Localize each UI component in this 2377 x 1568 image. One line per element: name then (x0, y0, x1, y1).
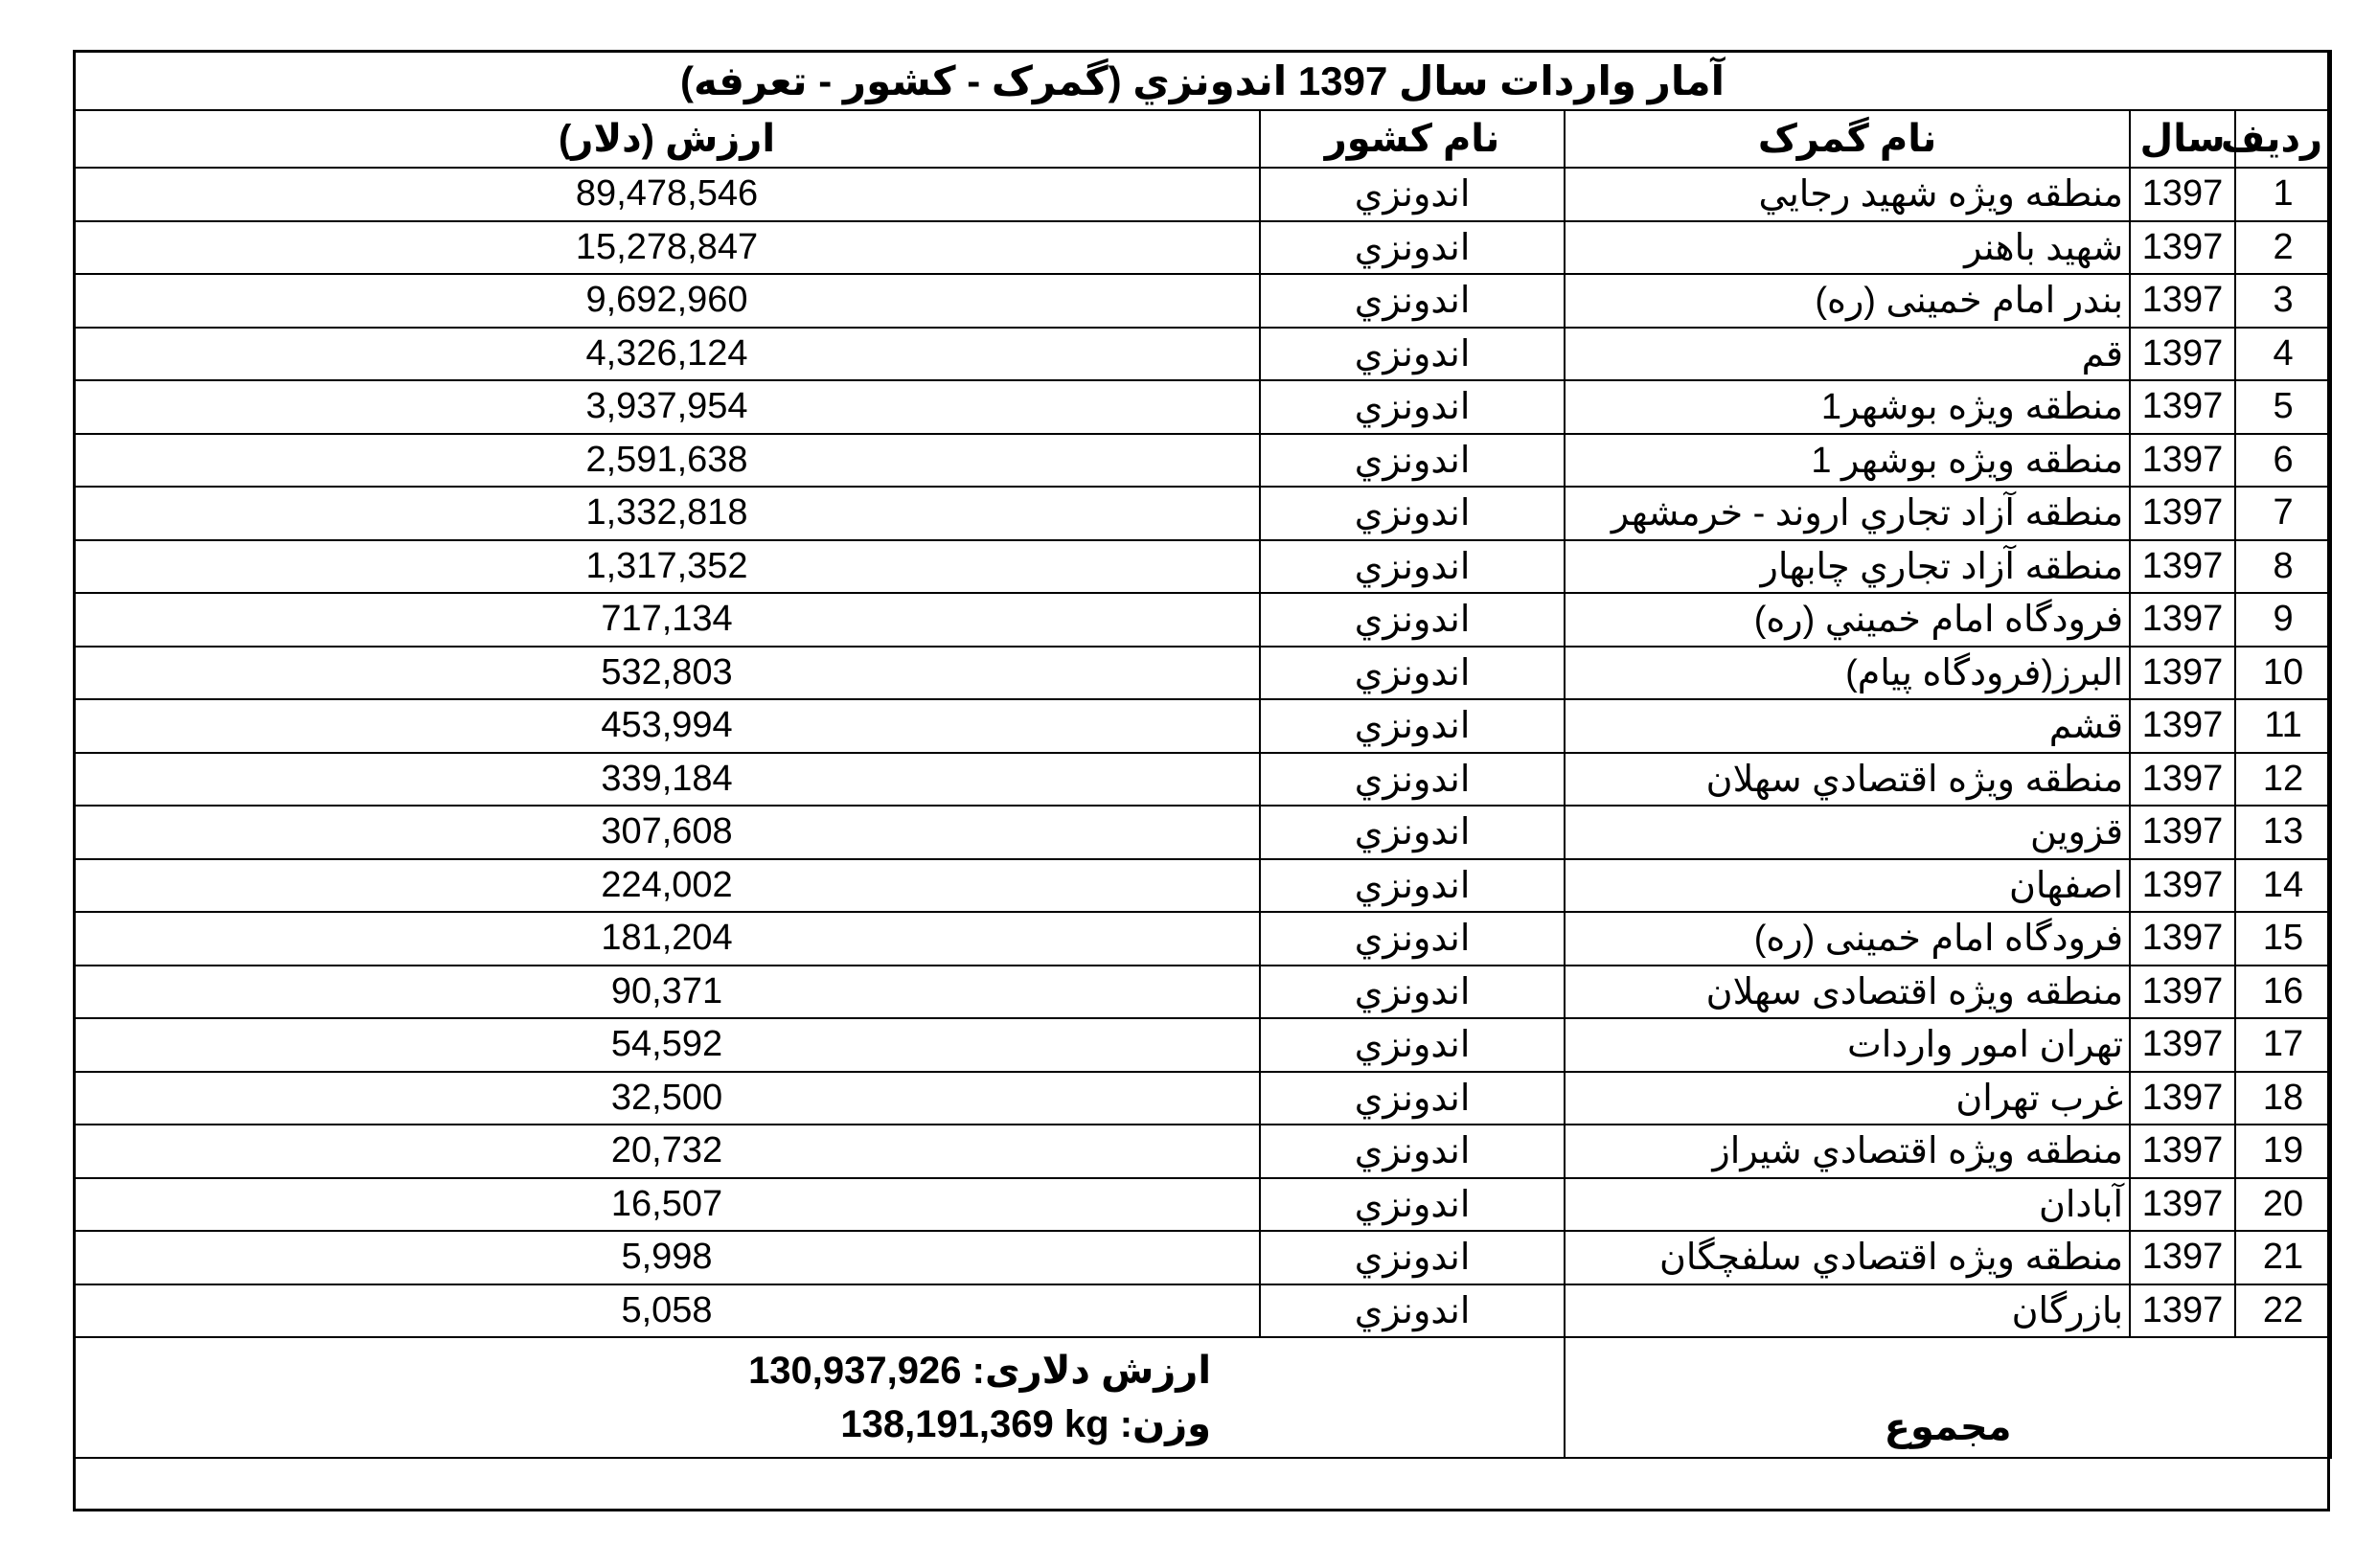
header-value-dollars: ارزش (دلار) (74, 110, 1260, 168)
cell-year: 1397 (2130, 1072, 2235, 1125)
table-row (74, 328, 2331, 381)
cell-row-number: 21 (2235, 1231, 2331, 1284)
total-weight-line (82, 1398, 1556, 1451)
cell-row-number: 14 (2235, 859, 2331, 913)
header-row (74, 110, 2331, 168)
cell-customs-name: آبادان (1565, 1178, 2130, 1232)
cell-year: 1397 (2130, 168, 2235, 221)
cell-row-number: 16 (2235, 966, 2331, 1019)
cell-country-name: اندونزي (1260, 1072, 1565, 1125)
cell-value-dollars: 5,998 (74, 1231, 1260, 1284)
cell-year: 1397 (2130, 699, 2235, 753)
cell-value-dollars: 339,184 (74, 753, 1260, 807)
total-row (74, 1337, 2331, 1458)
cell-value-dollars: 4,326,124 (74, 328, 1260, 381)
cell-country-name: اندونزي (1260, 647, 1565, 700)
header-customs-name: نام گمرک (1565, 110, 2130, 168)
cell-customs-name: شهيد باهنر (1565, 221, 2130, 275)
table-row (74, 1018, 2331, 1072)
cell-row-number: 7 (2235, 487, 2331, 540)
table-title: آمار واردات سال 1397 اندونزي (گمرک - کشور - تعرفه) (74, 51, 2331, 110)
cell-country-name: اندونزي (1260, 380, 1565, 434)
table-row (74, 912, 2331, 966)
cell-country-name: اندونزي (1260, 912, 1565, 966)
cell-row-number: 3 (2235, 274, 2331, 328)
cell-country-name: اندونزي (1260, 753, 1565, 807)
cell-value-dollars: 15,278,847 (74, 221, 1260, 275)
header-year: سال (2130, 110, 2235, 168)
cell-value-dollars: 9,692,960 (74, 274, 1260, 328)
cell-value-dollars: 20,732 (74, 1125, 1260, 1178)
table-row (74, 859, 2331, 913)
table-row (74, 1125, 2331, 1178)
cell-row-number: 10 (2235, 647, 2331, 700)
cell-country-name: اندونزي (1260, 168, 1565, 221)
cell-country-name: اندونزي (1260, 699, 1565, 753)
cell-row-number: 22 (2235, 1284, 2331, 1338)
cell-customs-name: قشم (1565, 699, 2130, 753)
cell-country-name: اندونزي (1260, 966, 1565, 1019)
cell-customs-name: بازرگان (1565, 1284, 2130, 1338)
cell-value-dollars: 181,204 (74, 912, 1260, 966)
cell-customs-name: منطقه ويژه شهيد رجايي (1565, 168, 2130, 221)
table-row (74, 753, 2331, 807)
cell-customs-name: منطقه ويژه اقتصادي سلفچگان (1565, 1231, 2130, 1284)
cell-row-number: 9 (2235, 593, 2331, 647)
cell-row-number: 8 (2235, 540, 2331, 594)
cell-country-name: اندونزي (1260, 434, 1565, 488)
cell-year: 1397 (2130, 434, 2235, 488)
cell-row-number: 1 (2235, 168, 2331, 221)
cell-year: 1397 (2130, 753, 2235, 807)
cell-country-name: اندونزي (1260, 1231, 1565, 1284)
cell-year: 1397 (2130, 487, 2235, 540)
cell-value-dollars: 1,332,818 (74, 487, 1260, 540)
cell-year: 1397 (2130, 859, 2235, 913)
total-dollar-line (82, 1344, 1556, 1398)
total-weight-value: 138,191,369 kg (840, 1403, 1109, 1445)
header-row-number: رديف (2235, 110, 2331, 168)
cell-row-number: 12 (2235, 753, 2331, 807)
cell-year: 1397 (2130, 806, 2235, 859)
total-values (74, 1337, 1565, 1458)
total-weight-label: وزن: (1119, 1403, 1212, 1445)
table-row (74, 274, 2331, 328)
cell-year: 1397 (2130, 221, 2235, 275)
cell-value-dollars: 453,994 (74, 699, 1260, 753)
cell-customs-name: قم (1565, 328, 2130, 381)
table-row (74, 966, 2331, 1019)
cell-value-dollars: 532,803 (74, 647, 1260, 700)
total-dollar-value: 130,937,926 (748, 1350, 962, 1392)
cell-value-dollars: 224,002 (74, 859, 1260, 913)
cell-country-name: اندونزي (1260, 1018, 1565, 1072)
import-statistics-sheet (73, 50, 2330, 1511)
cell-year: 1397 (2130, 912, 2235, 966)
cell-year: 1397 (2130, 1125, 2235, 1178)
cell-customs-name: منطقه ويژه اقتصادي سهلان (1565, 753, 2130, 807)
cell-year: 1397 (2130, 1178, 2235, 1232)
cell-row-number: 15 (2235, 912, 2331, 966)
table-row (74, 380, 2331, 434)
cell-customs-name: البرز(فرودگاه پيام) (1565, 647, 2130, 700)
cell-value-dollars: 307,608 (74, 806, 1260, 859)
cell-customs-name: منطقه ويژه بوشهر1 (1565, 380, 2130, 434)
cell-row-number: 4 (2235, 328, 2331, 381)
cell-value-dollars: 3,937,954 (74, 380, 1260, 434)
cell-year: 1397 (2130, 593, 2235, 647)
table-row (74, 168, 2331, 221)
cell-country-name: اندونزي (1260, 593, 1565, 647)
header-country-name: نام کشور (1260, 110, 1565, 168)
cell-year: 1397 (2130, 540, 2235, 594)
cell-country-name: اندونزي (1260, 221, 1565, 275)
cell-year: 1397 (2130, 1231, 2235, 1284)
cell-country-name: اندونزي (1260, 1178, 1565, 1232)
cell-country-name: اندونزي (1260, 274, 1565, 328)
title-row (74, 51, 2331, 110)
cell-year: 1397 (2130, 274, 2235, 328)
cell-customs-name: تهران امور واردات (1565, 1018, 2130, 1072)
cell-customs-name: منطقه آزاد تجاري اروند - خرمشهر (1565, 487, 2130, 540)
cell-value-dollars: 16,507 (74, 1178, 1260, 1232)
cell-row-number: 19 (2235, 1125, 2331, 1178)
cell-row-number: 11 (2235, 699, 2331, 753)
cell-customs-name: قزوين (1565, 806, 2130, 859)
total-dollar-label: ارزش دلاری: (971, 1350, 1212, 1392)
cell-value-dollars: 5,058 (74, 1284, 1260, 1338)
total-label: مجموع (1565, 1337, 2331, 1458)
table-row (74, 1231, 2331, 1284)
table-row (74, 1178, 2331, 1232)
cell-customs-name: منطقه ويژه اقتصادي شيراز (1565, 1125, 2130, 1178)
cell-year: 1397 (2130, 966, 2235, 1019)
cell-customs-name: منطقه آزاد تجاري چابهار (1565, 540, 2130, 594)
cell-country-name: اندونزي (1260, 859, 1565, 913)
table-row (74, 806, 2331, 859)
table-row (74, 647, 2331, 700)
table-row (74, 1072, 2331, 1125)
table-row (74, 540, 2331, 594)
cell-value-dollars: 1,317,352 (74, 540, 1260, 594)
cell-country-name: اندونزي (1260, 806, 1565, 859)
cell-country-name: اندونزي (1260, 487, 1565, 540)
cell-customs-name: فرودگاه امام خمینی (ره) (1565, 912, 2130, 966)
cell-country-name: اندونزي (1260, 1125, 1565, 1178)
cell-value-dollars: 89,478,546 (74, 168, 1260, 221)
table-row (74, 1284, 2331, 1338)
cell-year: 1397 (2130, 380, 2235, 434)
table-row (74, 221, 2331, 275)
cell-country-name: اندونزي (1260, 540, 1565, 594)
cell-row-number: 17 (2235, 1018, 2331, 1072)
cell-row-number: 6 (2235, 434, 2331, 488)
table-row (74, 487, 2331, 540)
cell-country-name: اندونزي (1260, 1284, 1565, 1338)
cell-row-number: 13 (2235, 806, 2331, 859)
table-row (74, 699, 2331, 753)
cell-row-number: 18 (2235, 1072, 2331, 1125)
cell-value-dollars: 32,500 (74, 1072, 1260, 1125)
cell-year: 1397 (2130, 1284, 2235, 1338)
cell-customs-name: منطقه ویژه اقتصادی سهلان (1565, 966, 2130, 1019)
table-row (74, 593, 2331, 647)
cell-row-number: 2 (2235, 221, 2331, 275)
cell-year: 1397 (2130, 1018, 2235, 1072)
cell-year: 1397 (2130, 647, 2235, 700)
table-row (74, 434, 2331, 488)
import-statistics-table (73, 50, 2332, 1459)
cell-customs-name: منطقه ویژه بوشهر 1 (1565, 434, 2130, 488)
cell-value-dollars: 717,134 (74, 593, 1260, 647)
cell-customs-name: فرودگاه امام خميني (ره) (1565, 593, 2130, 647)
cell-customs-name: اصفهان (1565, 859, 2130, 913)
cell-row-number: 20 (2235, 1178, 2331, 1232)
cell-value-dollars: 2,591,638 (74, 434, 1260, 488)
cell-row-number: 5 (2235, 380, 2331, 434)
cell-year: 1397 (2130, 328, 2235, 381)
cell-country-name: اندونزي (1260, 328, 1565, 381)
cell-value-dollars: 90,371 (74, 966, 1260, 1019)
cell-customs-name: بندر امام خمینی (ره) (1565, 274, 2130, 328)
cell-customs-name: غرب تهران (1565, 1072, 2130, 1125)
cell-value-dollars: 54,592 (74, 1018, 1260, 1072)
